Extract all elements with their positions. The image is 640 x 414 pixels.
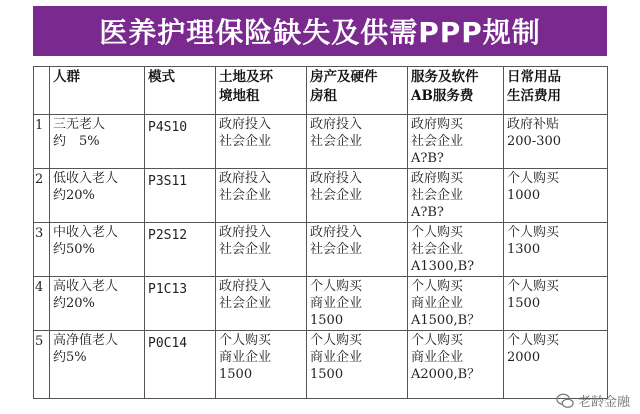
group-text: 高收入老人: [53, 279, 119, 294]
header-text: 生活费用: [507, 88, 561, 104]
row-index: 4: [34, 277, 50, 331]
header-text: 土地及环: [219, 69, 273, 85]
daily-cell: [504, 115, 608, 169]
header-text: AB服务费: [411, 88, 474, 104]
service-text: 商业企业: [411, 296, 464, 311]
service-cell: [408, 331, 504, 399]
header-text: 模式: [148, 69, 175, 85]
land-text: 社会企业: [219, 296, 272, 311]
wechat-icon: [556, 392, 574, 410]
land-text: 社会企业: [219, 242, 272, 257]
house-text: 政府投入: [310, 225, 363, 240]
house-cell: [307, 331, 408, 399]
mode-cell: P3S11: [145, 169, 216, 223]
land-text: 政府投入: [219, 117, 272, 132]
group-cell: [50, 277, 145, 331]
house-cell: [307, 169, 408, 223]
group-text: 约5%: [53, 350, 87, 365]
service-text: 商业企业: [411, 350, 464, 365]
service-text: A1500,B？: [411, 313, 481, 328]
header-text: 日常用品: [507, 69, 561, 85]
group-text: 约50%: [53, 242, 95, 257]
service-text: A1300,B?: [411, 259, 475, 274]
house-text: 1500: [310, 313, 344, 328]
house-text: 1500: [310, 367, 344, 382]
daily-text: 1300: [507, 242, 541, 257]
header-cell: [34, 67, 50, 115]
house-text: 政府投入: [310, 117, 363, 132]
mode-cell: P2S12: [145, 223, 216, 277]
house-text: 商业企业: [310, 296, 363, 311]
daily-text: 政府补贴: [507, 117, 560, 132]
header-cell: [50, 67, 145, 115]
service-text: 个人购买: [411, 279, 464, 294]
land-cell: [216, 277, 307, 331]
land-text: 政府投入: [219, 225, 272, 240]
daily-cell: [504, 331, 608, 399]
header-text: 服务及软件: [411, 69, 479, 85]
row-index: 2: [34, 169, 50, 223]
daily-cell: [504, 169, 608, 223]
service-text: 个人购买: [411, 225, 464, 240]
mode-cell: P1C13: [145, 277, 216, 331]
house-cell: [307, 223, 408, 277]
daily-cell: [504, 223, 608, 277]
service-text: A?B?: [411, 205, 444, 220]
house-text: 个人购买: [310, 279, 363, 294]
land-text: 1500: [219, 367, 253, 382]
header-text: 房租: [310, 88, 337, 104]
watermark: [556, 391, 630, 410]
house-cell: [307, 115, 408, 169]
table-row: [34, 115, 608, 169]
service-text: 政府购买: [411, 171, 464, 186]
group-cell: [50, 331, 145, 399]
header-cell: [504, 67, 608, 115]
land-cell: [216, 223, 307, 277]
table-row: [34, 277, 608, 331]
page-title: 医养护理保险缺失及供需PPP规制: [99, 16, 541, 49]
table-row: [34, 331, 608, 399]
row-index: 5: [34, 331, 50, 399]
daily-text: 200-300: [507, 134, 562, 149]
service-cell: [408, 223, 504, 277]
ppp-table: [33, 66, 608, 399]
group-text: 约 5%: [53, 134, 100, 149]
daily-text: 1000: [507, 188, 541, 203]
table-body: [34, 115, 608, 399]
header-text: 房产及硬件: [310, 69, 378, 85]
service-cell: [408, 169, 504, 223]
header-cell: [145, 67, 216, 115]
daily-text: 个人购买: [507, 225, 560, 240]
row-index: 3: [34, 223, 50, 277]
service-text: 社会企业: [411, 242, 464, 257]
house-text: 政府投入: [310, 171, 363, 186]
house-text: 社会企业: [310, 188, 363, 203]
header-cell: [216, 67, 307, 115]
house-text: 社会企业: [310, 134, 363, 149]
group-cell: [50, 169, 145, 223]
row-index: 1: [34, 115, 50, 169]
group-text: 高净值老人: [53, 333, 119, 348]
table-row: [34, 169, 608, 223]
service-text: A?B?: [411, 151, 444, 166]
service-cell: [408, 115, 504, 169]
service-text: 社会企业: [411, 134, 464, 149]
daily-text: 个人购买: [507, 279, 560, 294]
house-text: 个人购买: [310, 333, 363, 348]
land-cell: [216, 169, 307, 223]
land-text: 个人购买: [219, 333, 272, 348]
daily-cell: [504, 277, 608, 331]
service-text: A2000,B？: [411, 367, 481, 382]
land-text: 社会企业: [219, 134, 272, 149]
daily-text: 1500: [507, 296, 541, 311]
mode-cell: P4S10: [145, 115, 216, 169]
header-text: 人群: [53, 69, 80, 85]
service-text: 社会企业: [411, 188, 464, 203]
group-cell: [50, 223, 145, 277]
daily-text: 个人购买: [507, 333, 560, 348]
group-text: 中收入老人: [53, 225, 119, 240]
house-text: 社会企业: [310, 242, 363, 257]
group-text: 三无老人: [53, 117, 106, 132]
title-banner: [33, 6, 607, 56]
group-text: 约20%: [53, 188, 95, 203]
house-cell: [307, 277, 408, 331]
table-row: [34, 223, 608, 277]
house-text: 商业企业: [310, 350, 363, 365]
land-cell: [216, 331, 307, 399]
header-cell: [307, 67, 408, 115]
watermark-text: 老龄金融: [577, 395, 630, 410]
header-text: 境地租: [219, 88, 260, 104]
service-text: 政府购买: [411, 117, 464, 132]
daily-text: 2000: [507, 350, 541, 365]
header-cell: [408, 67, 504, 115]
service-text: 个人购买: [411, 333, 464, 348]
group-text: 低收入老人: [53, 171, 119, 186]
daily-text: 个人购买: [507, 171, 560, 186]
land-cell: [216, 115, 307, 169]
service-cell: [408, 277, 504, 331]
mode-cell: P0C14: [145, 331, 216, 399]
header-row: [34, 67, 608, 115]
land-text: 社会企业: [219, 188, 272, 203]
group-cell: [50, 115, 145, 169]
land-text: 政府投入: [219, 171, 272, 186]
land-text: 商业企业: [219, 350, 272, 365]
group-text: 约20%: [53, 296, 95, 311]
land-text: 政府投入: [219, 279, 272, 294]
